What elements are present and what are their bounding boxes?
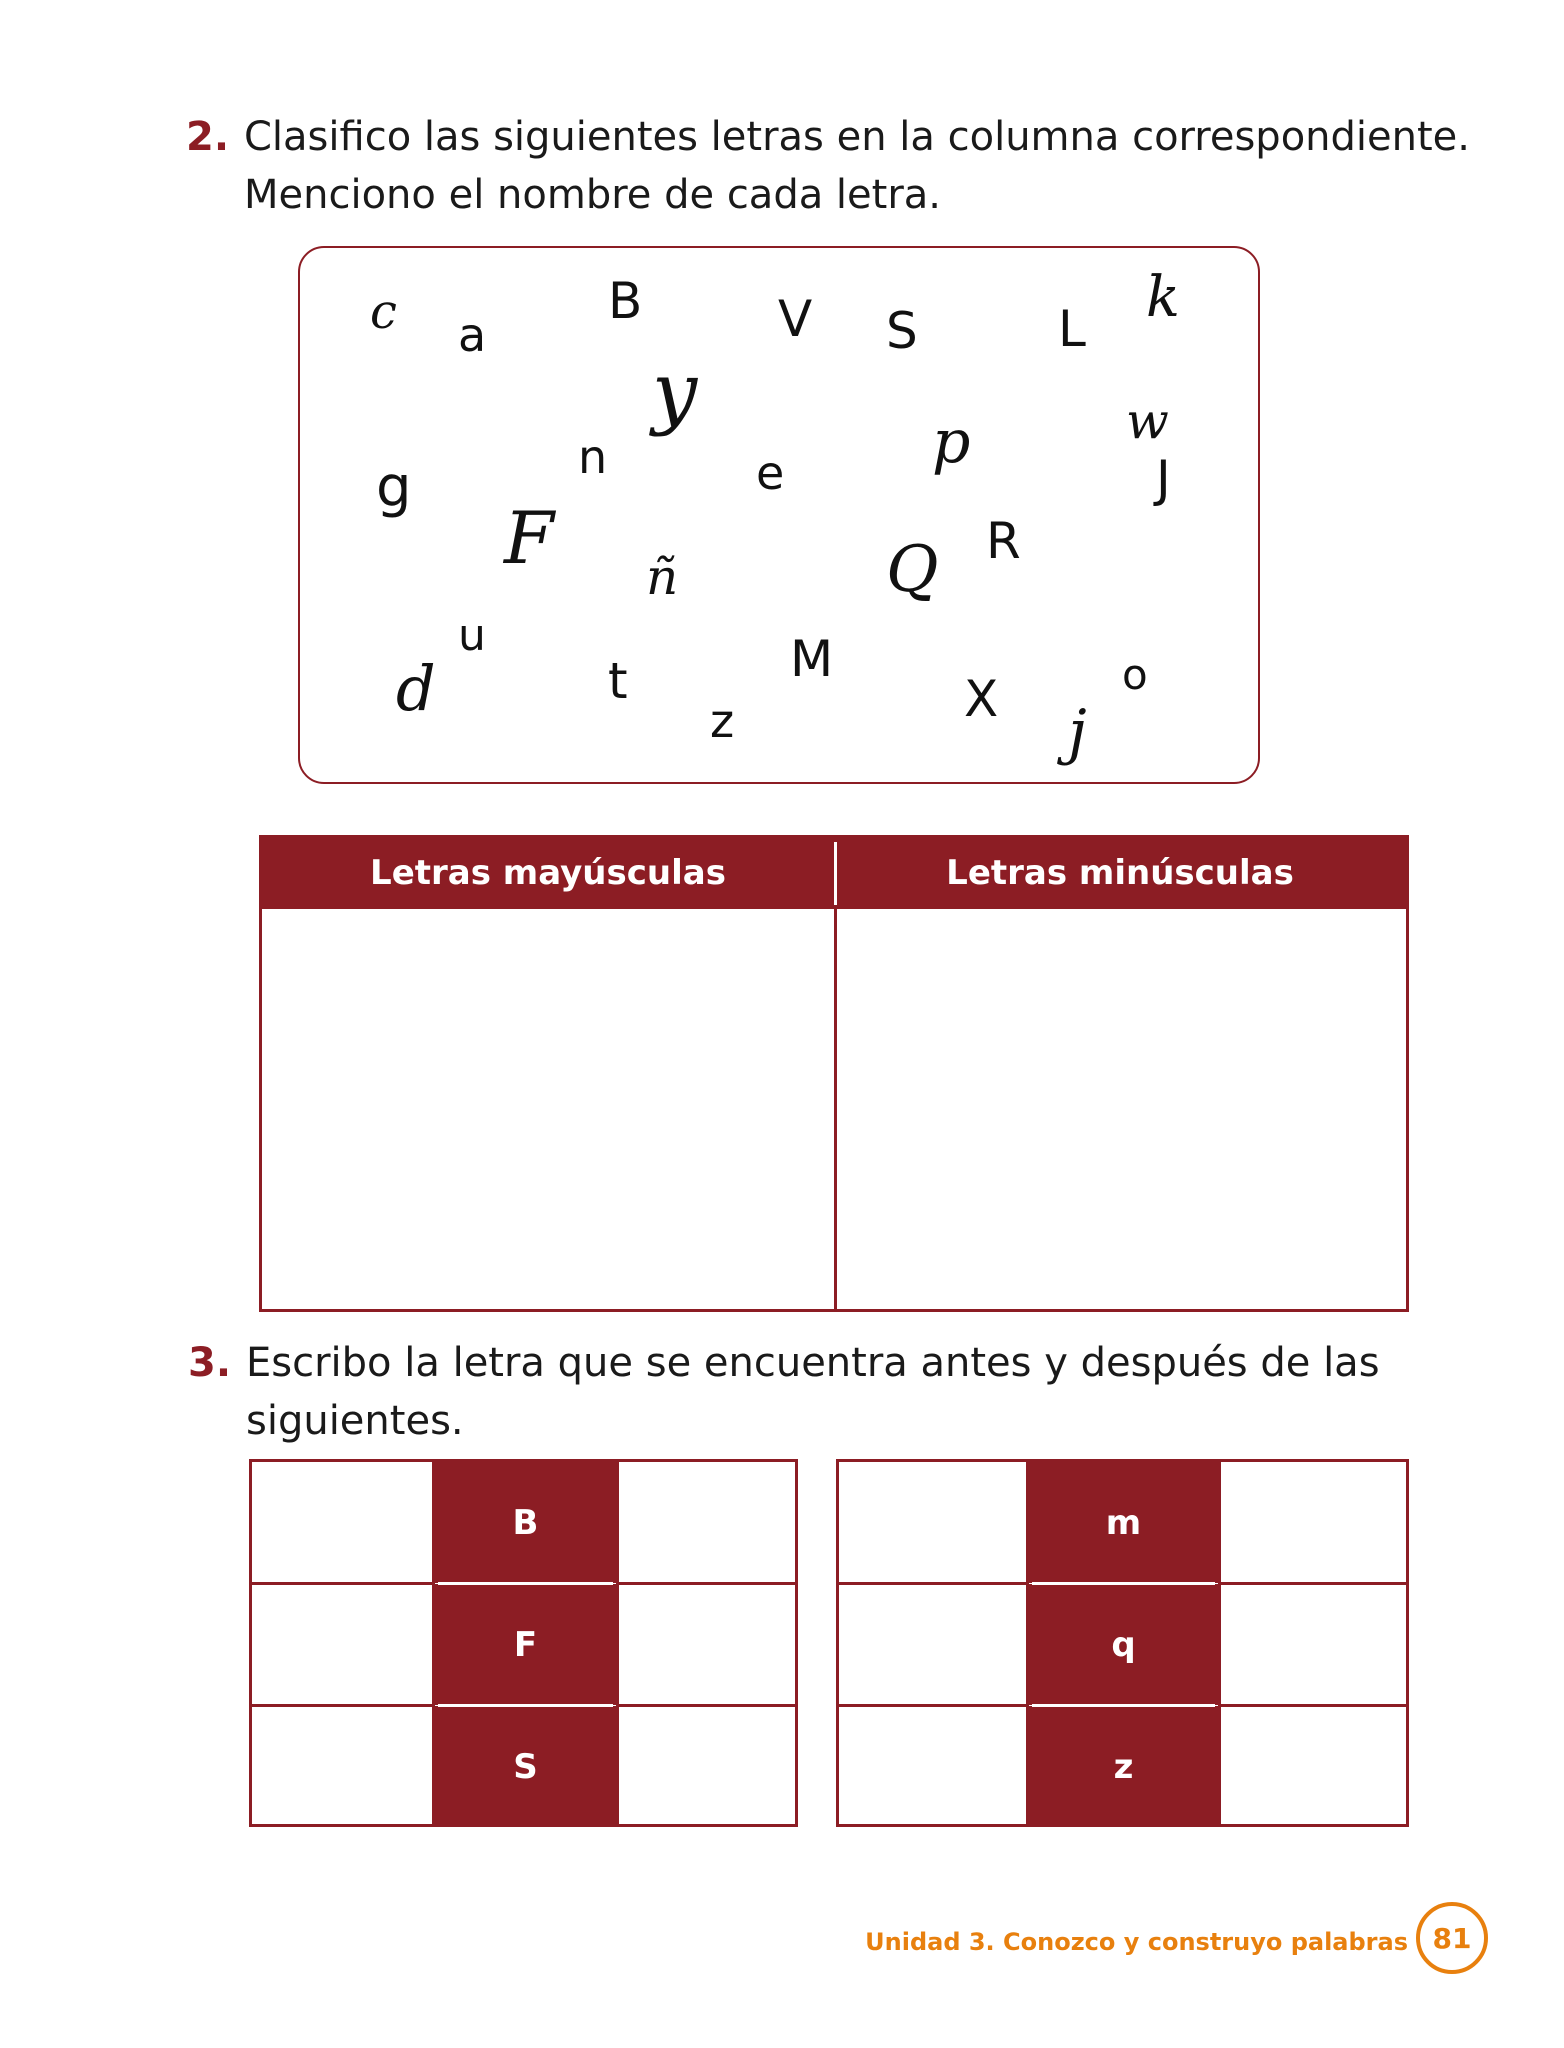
given-letter-cell: F — [434, 1584, 617, 1705]
letter-cursive: k — [1146, 265, 1180, 330]
after-letter-cell[interactable] — [1219, 1584, 1406, 1705]
exercise-3-number: 3. — [188, 1340, 232, 1386]
exercise-2-instruction-line-1: Clasifico las siguientes letras en la columna correspondiente. — [244, 114, 1470, 160]
letter: z — [710, 694, 735, 748]
before-letter-cell[interactable] — [252, 1462, 434, 1583]
table-row — [839, 1706, 1406, 1827]
after-letter-cell[interactable] — [1219, 1706, 1406, 1827]
before-letter-cell[interactable] — [252, 1706, 434, 1827]
letter: L — [1058, 300, 1086, 358]
letter: M — [790, 630, 834, 688]
uppercase-column-header: Letras mayúsculas — [370, 853, 726, 893]
exercise-3-instruction-line-1: Escribo la letra que se encuentra antes y después de las — [246, 1340, 1380, 1386]
letter-cursive: w — [1126, 392, 1169, 450]
letter-cursive: Q — [886, 533, 939, 607]
lowercase-column-header: Letras minúsculas — [946, 853, 1294, 893]
letter-cursive: ñ — [646, 548, 679, 606]
letter: a — [458, 308, 487, 362]
after-letter-cell[interactable] — [617, 1584, 795, 1705]
row-divider — [252, 1582, 434, 1585]
letter-cursive: F — [504, 496, 554, 580]
sequence-table-lowercase — [836, 1459, 1409, 1827]
row-divider — [1219, 1704, 1406, 1707]
letter-cursive: d — [396, 652, 436, 725]
exercise-2-number: 2. — [186, 114, 230, 160]
before-letter-cell[interactable] — [839, 1584, 1028, 1705]
given-letter-cell: z — [1028, 1706, 1219, 1827]
header-divider — [834, 842, 837, 905]
letter-cursive: y — [652, 345, 698, 438]
letter-cursive: j — [1068, 697, 1087, 767]
row-divider — [252, 1704, 434, 1707]
page-number: 81 — [1416, 1902, 1488, 1974]
letter-cursive: c — [370, 284, 397, 340]
table-row — [252, 1584, 795, 1705]
column-divider — [834, 909, 837, 1312]
row-divider — [839, 1582, 1028, 1585]
table-row — [839, 1584, 1406, 1705]
given-letter-cell: q — [1028, 1584, 1219, 1705]
given-cell-separator — [1032, 1704, 1215, 1707]
letter: e — [756, 446, 785, 500]
letter: g — [376, 455, 412, 520]
after-letter-cell[interactable] — [1219, 1462, 1406, 1583]
row-divider — [617, 1582, 795, 1585]
table-row — [252, 1706, 795, 1827]
given-letter-cell: S — [434, 1706, 617, 1827]
letter: V — [778, 290, 813, 348]
letter-box — [298, 246, 1260, 784]
letter: R — [986, 512, 1021, 570]
table-row — [839, 1462, 1406, 1583]
letter: t — [608, 652, 628, 710]
given-letter-cell: B — [434, 1462, 617, 1583]
column-divider — [616, 1462, 619, 1824]
given-cell-separator — [1032, 1582, 1215, 1585]
column-divider — [432, 1462, 435, 1824]
column-divider — [1218, 1462, 1221, 1824]
table-row — [252, 1462, 795, 1583]
sequence-table-uppercase — [249, 1459, 798, 1827]
before-letter-cell[interactable] — [252, 1584, 434, 1705]
letter: n — [578, 430, 608, 484]
letter: u — [458, 610, 486, 661]
given-cell-separator — [438, 1704, 613, 1707]
row-divider — [1219, 1582, 1406, 1585]
given-cell-separator — [438, 1582, 613, 1585]
letter: o — [1122, 650, 1148, 699]
letter: B — [608, 272, 643, 330]
row-divider — [617, 1704, 795, 1707]
column-divider — [1026, 1462, 1029, 1824]
letter: J — [1156, 450, 1171, 508]
letter-cursive: p — [932, 407, 971, 477]
unit-title: Unidad 3. Conozco y construyo palabras — [865, 1928, 1408, 1956]
exercise-3-instruction-line-2: siguientes. — [246, 1398, 464, 1444]
after-letter-cell[interactable] — [617, 1706, 795, 1827]
before-letter-cell[interactable] — [839, 1462, 1028, 1583]
exercise-2-instruction-line-2: Menciono el nombre de cada letra. — [244, 172, 942, 218]
after-letter-cell[interactable] — [617, 1462, 795, 1583]
before-letter-cell[interactable] — [839, 1706, 1028, 1827]
letter: X — [964, 670, 999, 728]
row-divider — [839, 1704, 1028, 1707]
given-letter-cell: m — [1028, 1462, 1219, 1583]
letter: S — [886, 302, 918, 360]
classify-table — [259, 835, 1409, 1312]
